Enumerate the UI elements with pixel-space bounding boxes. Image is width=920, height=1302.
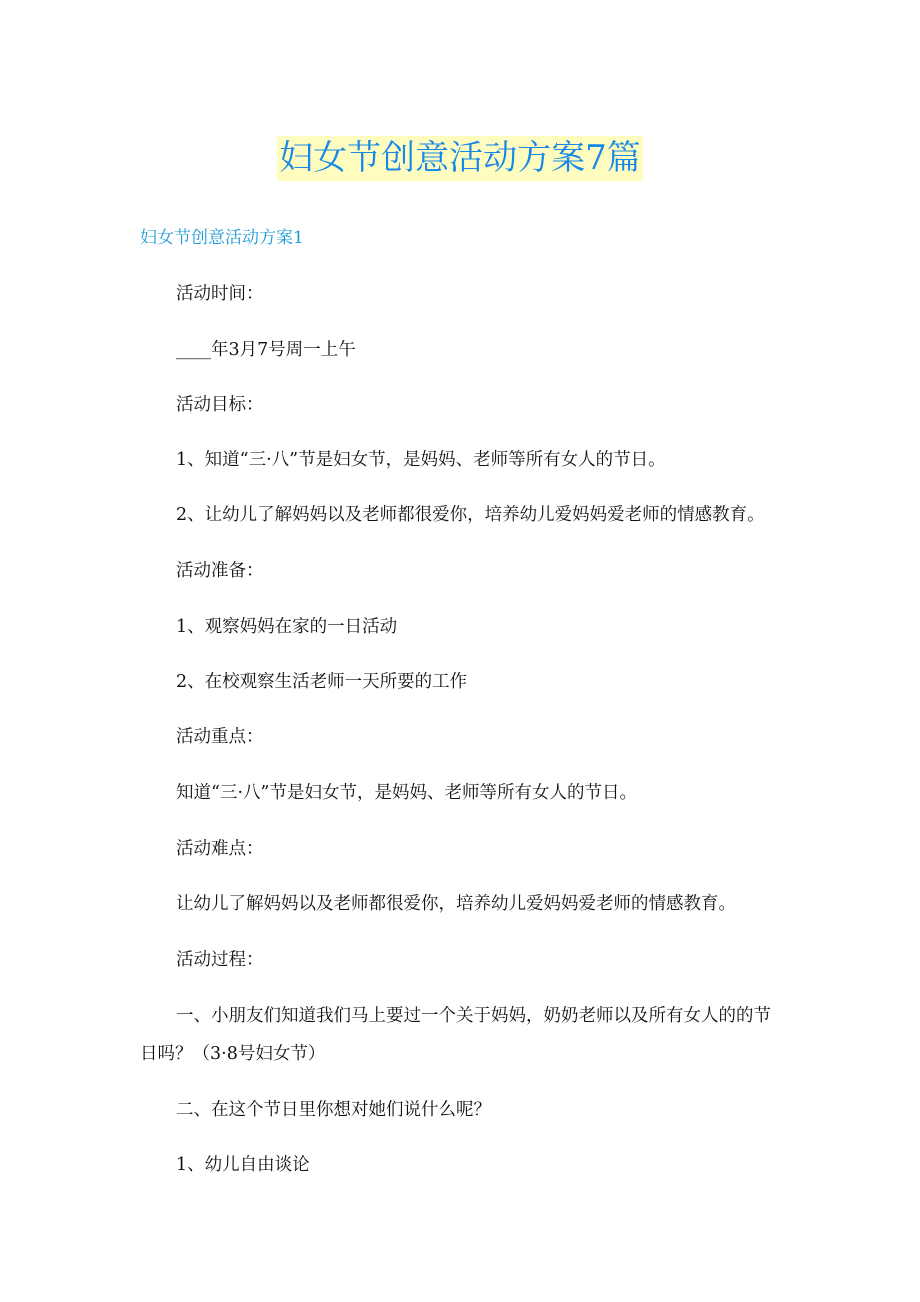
paragraph: ____年3月7号周一上午 <box>176 340 356 360</box>
paragraph: 活动准备： <box>176 561 264 581</box>
paragraph: 活动时间： <box>176 284 264 304</box>
paragraph: 2、在校观察生活老师一天所要的工作 <box>176 672 468 692</box>
paragraph: 活动重点： <box>176 727 264 747</box>
paragraph: 活动目标： <box>176 395 264 415</box>
paragraph: 知道“三·八”节是妇女节，是妈妈、老师等所有女人的节日。 <box>176 783 637 803</box>
paragraph: 2、让幼儿了解妈妈以及老师都很爱你，培养幼儿爱妈妈爱老师的情感教育。 <box>176 505 765 525</box>
paragraph: 1、知道“三·八”节是妇女节，是妈妈、老师等所有女人的节日。 <box>176 450 666 470</box>
document-title: 妇女节创意活动方案7篇 <box>277 136 643 181</box>
paragraph: 活动难点： <box>176 839 264 859</box>
paragraph: 1、幼儿自由谈论 <box>176 1155 310 1175</box>
paragraph: 活动过程： <box>176 950 264 970</box>
paragraph: 二、在这个节日里你想对她们说什么呢？ <box>176 1100 491 1120</box>
paragraph: 1、观察妈妈在家的一日活动 <box>176 617 398 637</box>
paragraph: 让幼儿了解妈妈以及老师都很爱你，培养幼儿爱妈妈爱老师的情感教育。 <box>176 894 736 914</box>
paragraph: 一、小朋友们知道我们马上要过一个关于妈妈，奶奶老师以及所有女人的的节日吗？（3·8号妇女节） <box>140 1006 771 1064</box>
section-heading: 妇女节创意活动方案1 <box>140 228 304 248</box>
document-title-wrap <box>0 136 920 181</box>
